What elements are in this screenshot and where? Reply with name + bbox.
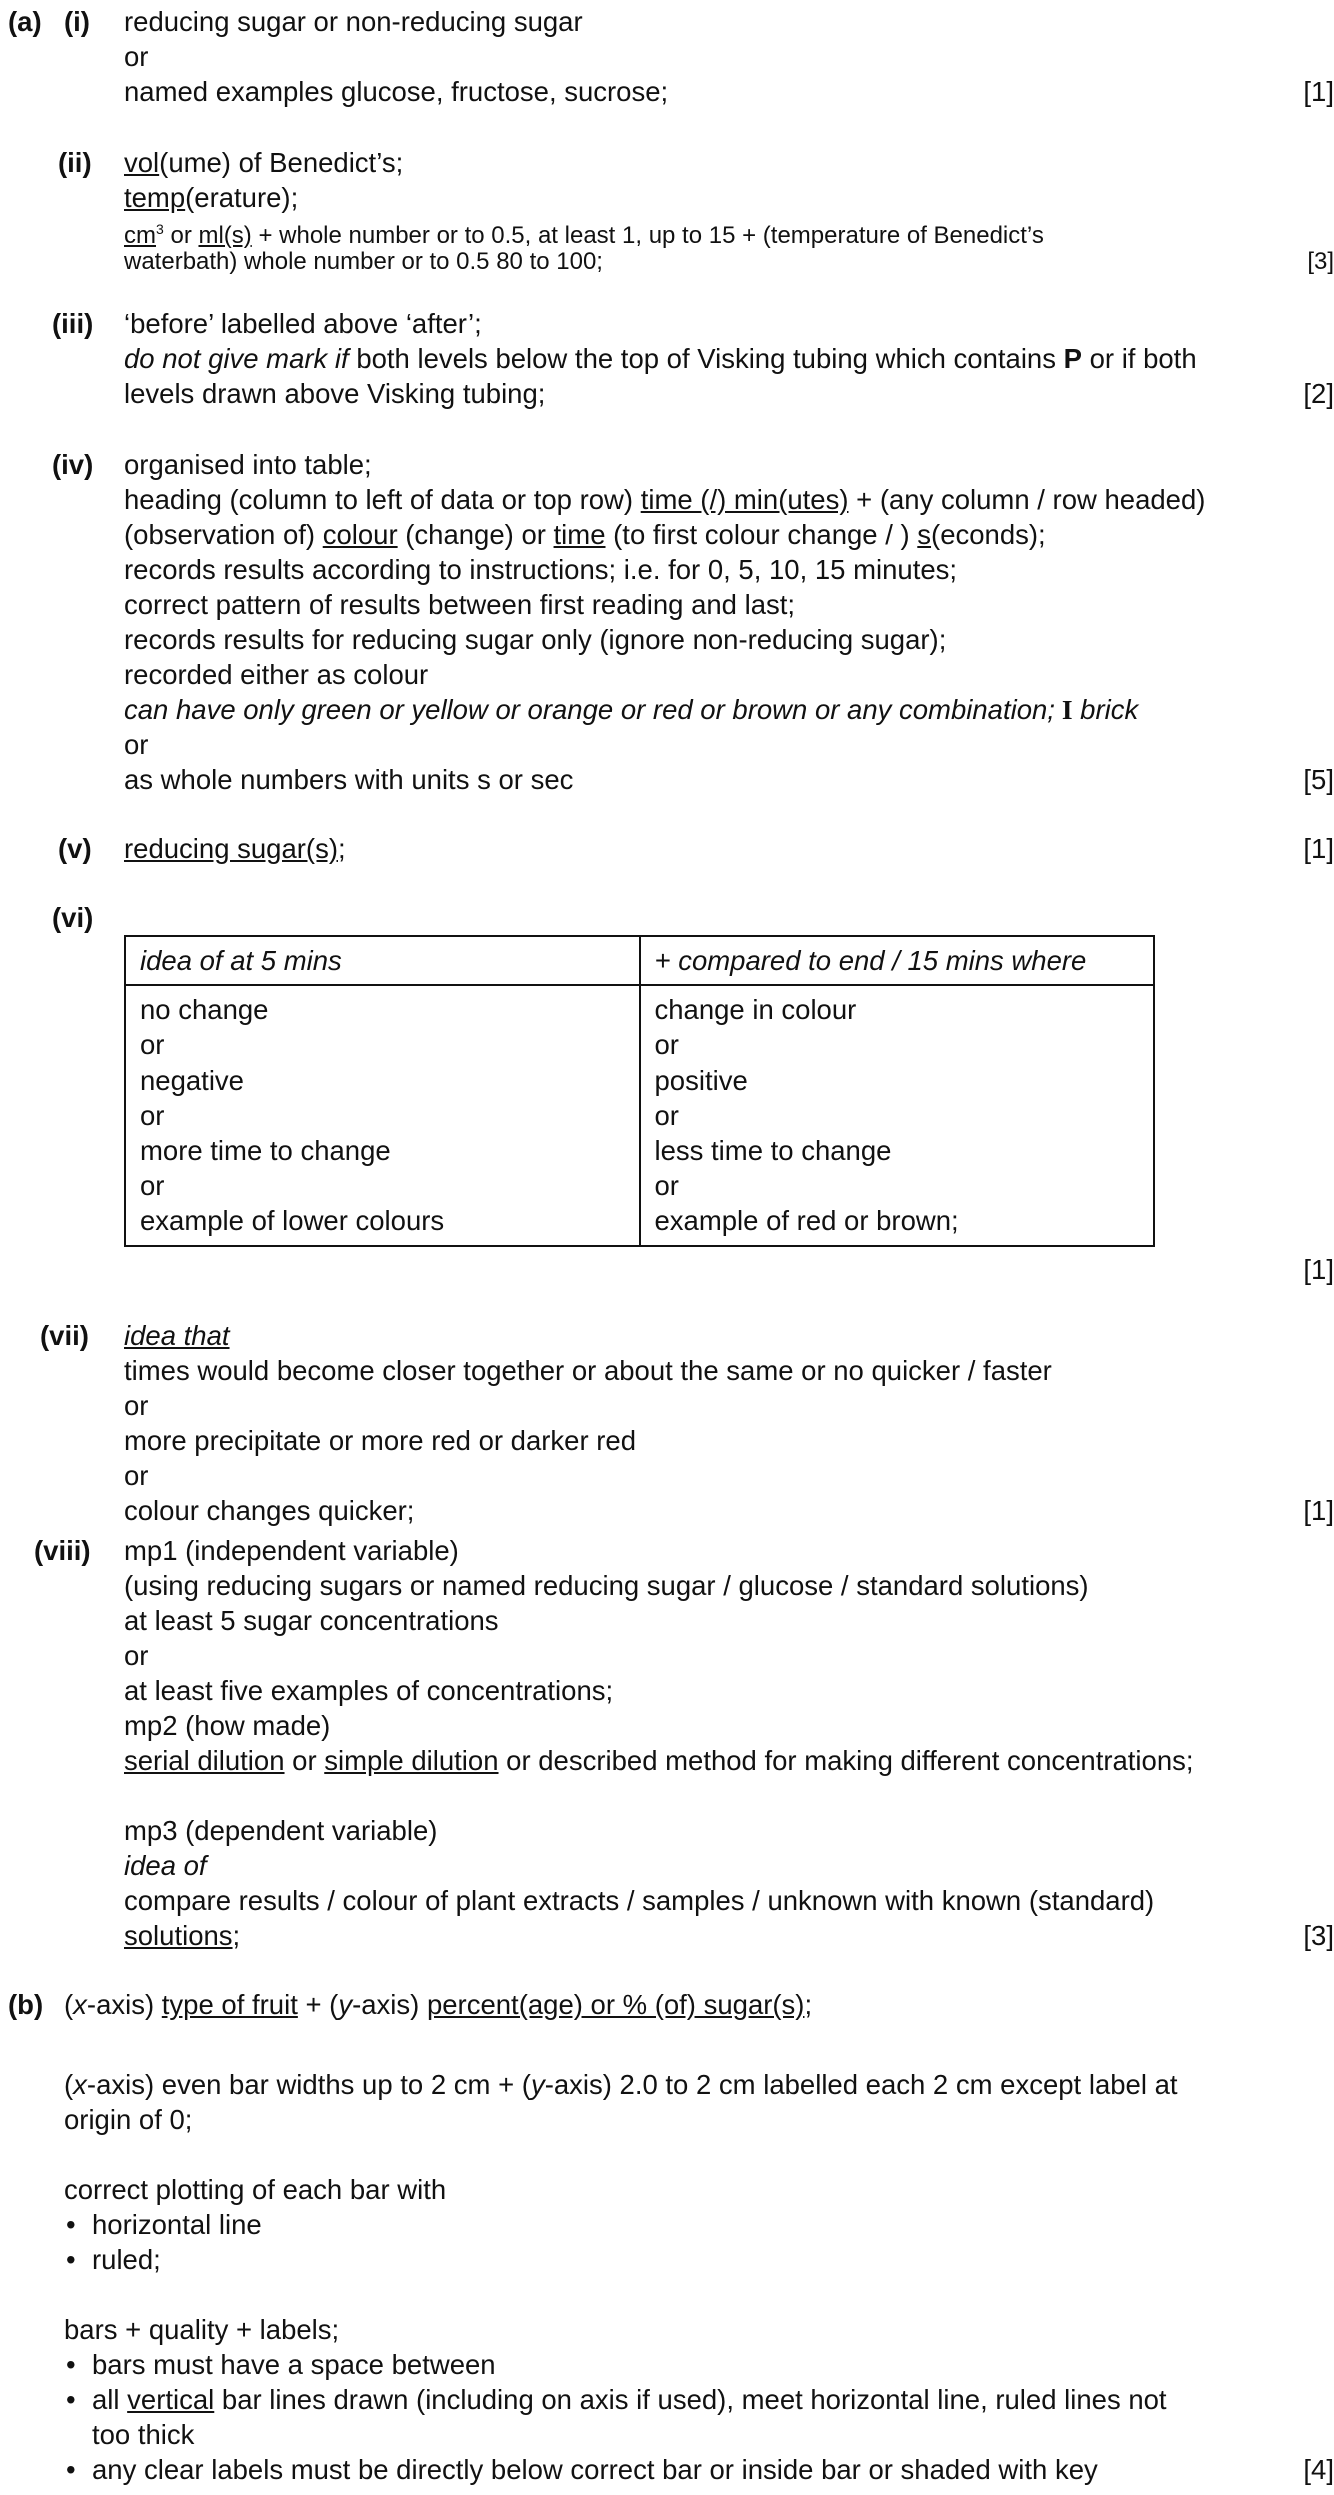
item-vii-line-3: or <box>124 1390 149 1421</box>
item-viii-mark: [3] <box>1303 1920 1334 1951</box>
part-b-mark: [4] <box>1303 2454 1334 2485</box>
part-b-para-3: correct plotting of each bar with <box>64 2174 447 2205</box>
item-iv-line-6: records results for reducing sugar only (ignore non-reducing sugar); <box>124 624 947 655</box>
item-v-mark: [1] <box>1303 833 1334 864</box>
item-vii-line-2: times would become closer together or about the same or no quicker / faster <box>124 1355 1052 1386</box>
item-i-line-2: or <box>124 41 149 72</box>
item-vi-number: (vi) <box>52 902 94 933</box>
table-body-left: no change or negative or more time to change or example of lower colours <box>125 985 640 1245</box>
item-viii-line-9: idea of <box>124 1850 207 1881</box>
item-viii-line-4: or <box>124 1640 149 1671</box>
item-viii-line-1: mp1 (independent variable) <box>124 1535 459 1566</box>
item-ii-line-3: $cm^3$ or ml(s) + whole number or to 0.5, at least 1, up to 15 + (temperature of Benedict’s <box>124 221 1044 249</box>
item-vi-mark: [1] <box>1303 1254 1334 1285</box>
item-iii-line-1: ‘before’ labelled above ‘after’; <box>124 308 482 339</box>
item-vii-line-6: colour changes quicker; [1] <box>124 1493 1334 1528</box>
item-i-line-3: named examples glucose, fructose, sucrose; [1] <box>124 74 1334 109</box>
item-iv-line-5: correct pattern of results between first reading and last; <box>124 589 796 620</box>
item-viii-line-11: solutions; [3] <box>124 1918 1334 1953</box>
item-viii-line-3: at least 5 sugar concentrations <box>124 1605 499 1636</box>
table-head-right: + compared to end / 15 mins where <box>640 936 1155 985</box>
item-iv-line-7: recorded either as colour <box>124 659 429 690</box>
table-head-left: idea of at 5 mins <box>125 936 640 985</box>
item-vii-line-1: idea that <box>124 1320 230 1351</box>
item-iii-mark: [2] <box>1303 378 1334 409</box>
item-v-line-1: reducing sugar(s); [1] <box>124 831 1334 866</box>
part-a-label: (a) <box>8 6 42 37</box>
item-i-number: (i) <box>64 6 90 37</box>
item-ii-line-4: waterbath) whole number or to 0.5 80 to 100; [3] <box>124 244 1334 279</box>
item-i-mark: [1] <box>1303 76 1334 107</box>
bullet-horizontal-line: • horizontal line <box>66 2207 262 2242</box>
item-viii-line-8: mp3 (dependent variable) <box>124 1815 438 1846</box>
item-iv-line-8: can have only green or yellow or orange or red or brown or any combination; I brick <box>124 694 1139 725</box>
item-vii-line-5: or <box>124 1460 149 1491</box>
table-body-right: change in colour or positive or less time to change or example of red or brown; <box>640 985 1155 1245</box>
item-v-number: (v) <box>58 833 92 864</box>
item-iv-line-3: (observation of) colour (change) or time (to first colour change / ) s(econds); <box>124 519 1046 550</box>
item-ii-mark: [3] <box>1307 248 1334 275</box>
bullet-vertical-lines: • all vertical bar lines drawn (including on axis if used), meet horizontal line, ruled lines not <box>66 2382 1167 2417</box>
item-iv-line-9: or <box>124 729 149 760</box>
item-iii-line-2: do not give mark if both levels below the top of Visking tubing which contains P or if both <box>124 343 1197 374</box>
item-iv-line-1: organised into table; <box>124 449 372 480</box>
item-vii-line-4: more precipitate or more red or darker red <box>124 1425 637 1456</box>
item-vii-mark: [1] <box>1303 1495 1334 1526</box>
item-viii-line-2: (using reducing sugars or named reducing sugar / glucose / standard solutions) <box>124 1570 1089 1601</box>
item-vii-number: (vii) <box>40 1320 89 1351</box>
bullet-vertical-lines-cont: too thick <box>92 2419 195 2450</box>
item-ii-number: (ii) <box>58 147 92 178</box>
item-viii-number: (viii) <box>34 1535 91 1566</box>
item-viii-line-5: at least five examples of concentrations; <box>124 1675 614 1706</box>
part-b-para-2-line-2: origin of 0; <box>64 2104 193 2135</box>
item-viii-line-10: compare results / colour of plant extracts / samples / unknown with known (standard) <box>124 1885 1155 1916</box>
part-b-para-4: bars + quality + labels; <box>64 2314 340 2345</box>
bullet-bars-space: • bars must have a space between <box>66 2347 496 2382</box>
item-iii-line-3: levels drawn above Visking tubing; [2] <box>124 376 1334 411</box>
part-b-para-2-line-1: (x-axis) even bar widths up to 2 cm + (y-axis) 2.0 to 2 cm labelled each 2 cm except label at <box>64 2069 1178 2100</box>
item-i-line-1: reducing sugar or non-reducing sugar <box>124 6 583 37</box>
item-viii-line-7: serial dilution or simple dilution or described method for making different concentrations; <box>124 1745 1194 1776</box>
item-iv-line-2: heading (column to left of data or top row) time (/) min(utes) + (any column / row headed) <box>124 484 1206 515</box>
item-iv-mark: [5] <box>1303 764 1334 795</box>
bullet-labels: • any clear labels must be directly below correct bar or inside bar or shaded with key [4] <box>66 2452 1334 2487</box>
bullet-ruled: • ruled; <box>66 2242 161 2277</box>
part-b-para-1: (x-axis) type of fruit + (y-axis) percent(age) or % (of) sugar(s); <box>64 1989 813 2020</box>
item-ii-line-1: vol(ume) of Benedict’s; <box>124 147 404 178</box>
item-ii-line-2: temp(erature); <box>124 182 299 213</box>
item-viii-line-6: mp2 (how made) <box>124 1710 331 1741</box>
item-iv-line-10: as whole numbers with units s or sec [5] <box>124 762 1334 797</box>
item-iii-number: (iii) <box>52 308 94 339</box>
item-iv-number: (iv) <box>52 449 94 480</box>
item-iv-line-4: records results according to instructions; i.e. for 0, 5, 10, 15 minutes; <box>124 554 958 585</box>
part-b-label: (b) <box>8 1989 44 2020</box>
item-vi-table <box>124 935 1155 1247</box>
